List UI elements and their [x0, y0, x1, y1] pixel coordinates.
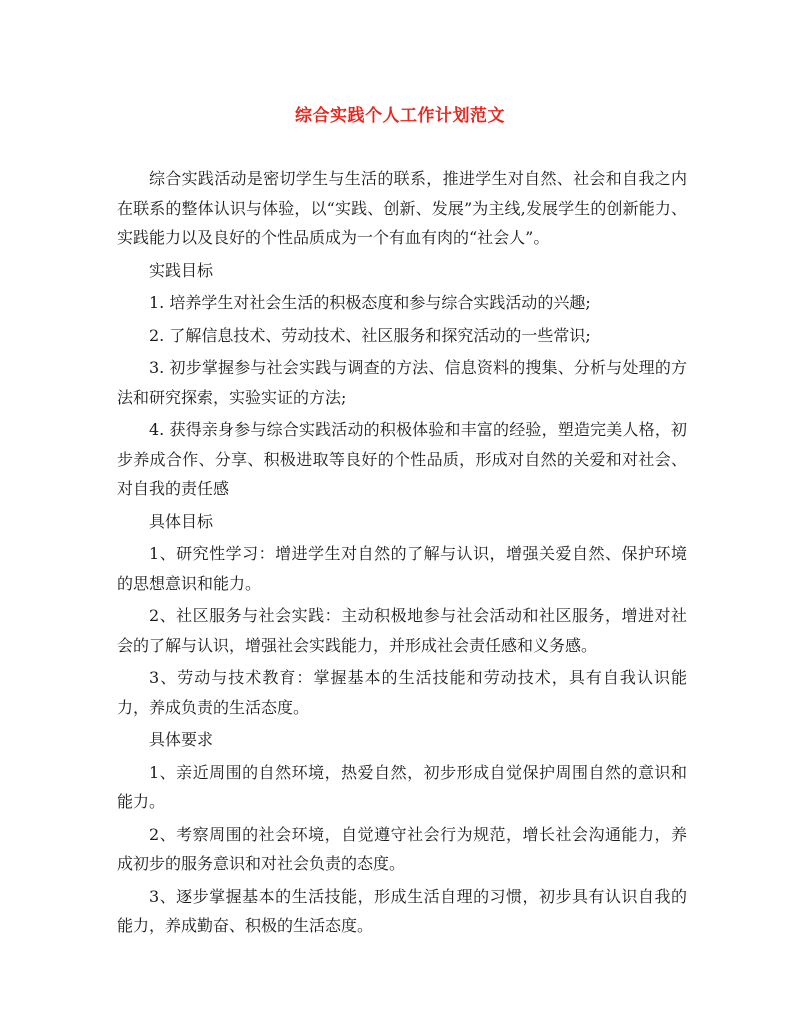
specific-goal-item: 2、社区服务与社会实践：主动积极地参与社会活动和社区服务，增进对社会的了解与认识，增强社会实践能力，并形成社会责任感和义务感。: [117, 606, 687, 655]
requirement-item: 3、逐步掌握基本的生活技能，形成生活自理的习惯，初步具有认识自我的能力，养成勤奋、积极的生活态度。: [117, 886, 687, 935]
practice-goal-item: 3. 初步掌握参与社会实践与调查的方法、信息资料的搜集、分析与处理的方法和研究探索，实验实证的方法;: [117, 358, 687, 407]
practice-goal-item: 2. 了解信息技术、劳动技术、社区服务和探究活动的一些常识;: [149, 325, 591, 345]
section-heading-specific-requirements: 具体要求: [149, 730, 214, 749]
practice-goal-item: 4. 获得亲身参与综合实践活动的积极体验和丰富的经验，塑造完美人格，初步养成合作、分享、积极进取等良好的个性品质，形成对自然的关爱和对社会、对自我的责任感: [117, 420, 687, 498]
specific-goal-item: 3、劳动与技术教育：掌握基本的生活技能和劳动技术，具有自我认识能力，养成负责的生活态度。: [117, 668, 687, 717]
section-heading-specific-goals: 具体目标: [149, 511, 214, 531]
requirement-item: 2、考察周围的社会环境，自觉遵守社会行为规范，增长社会沟通能力，养成初步的服务意识和对社会负责的态度。: [117, 824, 687, 873]
requirement-item: 1、亲近周围的自然环境，热爱自然，初步形成自觉保护周围自然的意识和能力。: [117, 762, 687, 811]
intro-paragraph: 综合实践活动是密切学生与生活的联系，推进学生对自然、社会和自我之内在联系的整体认识与体验，以“实践、创新、发展”为主线,发展学生的创新能力、实践能力以及良好的个性品质成为一个有血有肉的“社会人”。: [117, 169, 687, 247]
practice-goal-item: 1. 培养学生对社会生活的积极态度和参与综合实践活动的兴趣;: [149, 293, 591, 312]
specific-goal-item: 1、研究性学习：增进学生对自然的了解与认识，增强关爱自然、保护环境的思想意识和能力。: [117, 544, 687, 593]
document-body: [117, 164, 687, 944]
document-title: 综合实践个人工作计划范文: [295, 106, 505, 126]
section-heading-practice-goals: 实践目标: [149, 260, 214, 280]
